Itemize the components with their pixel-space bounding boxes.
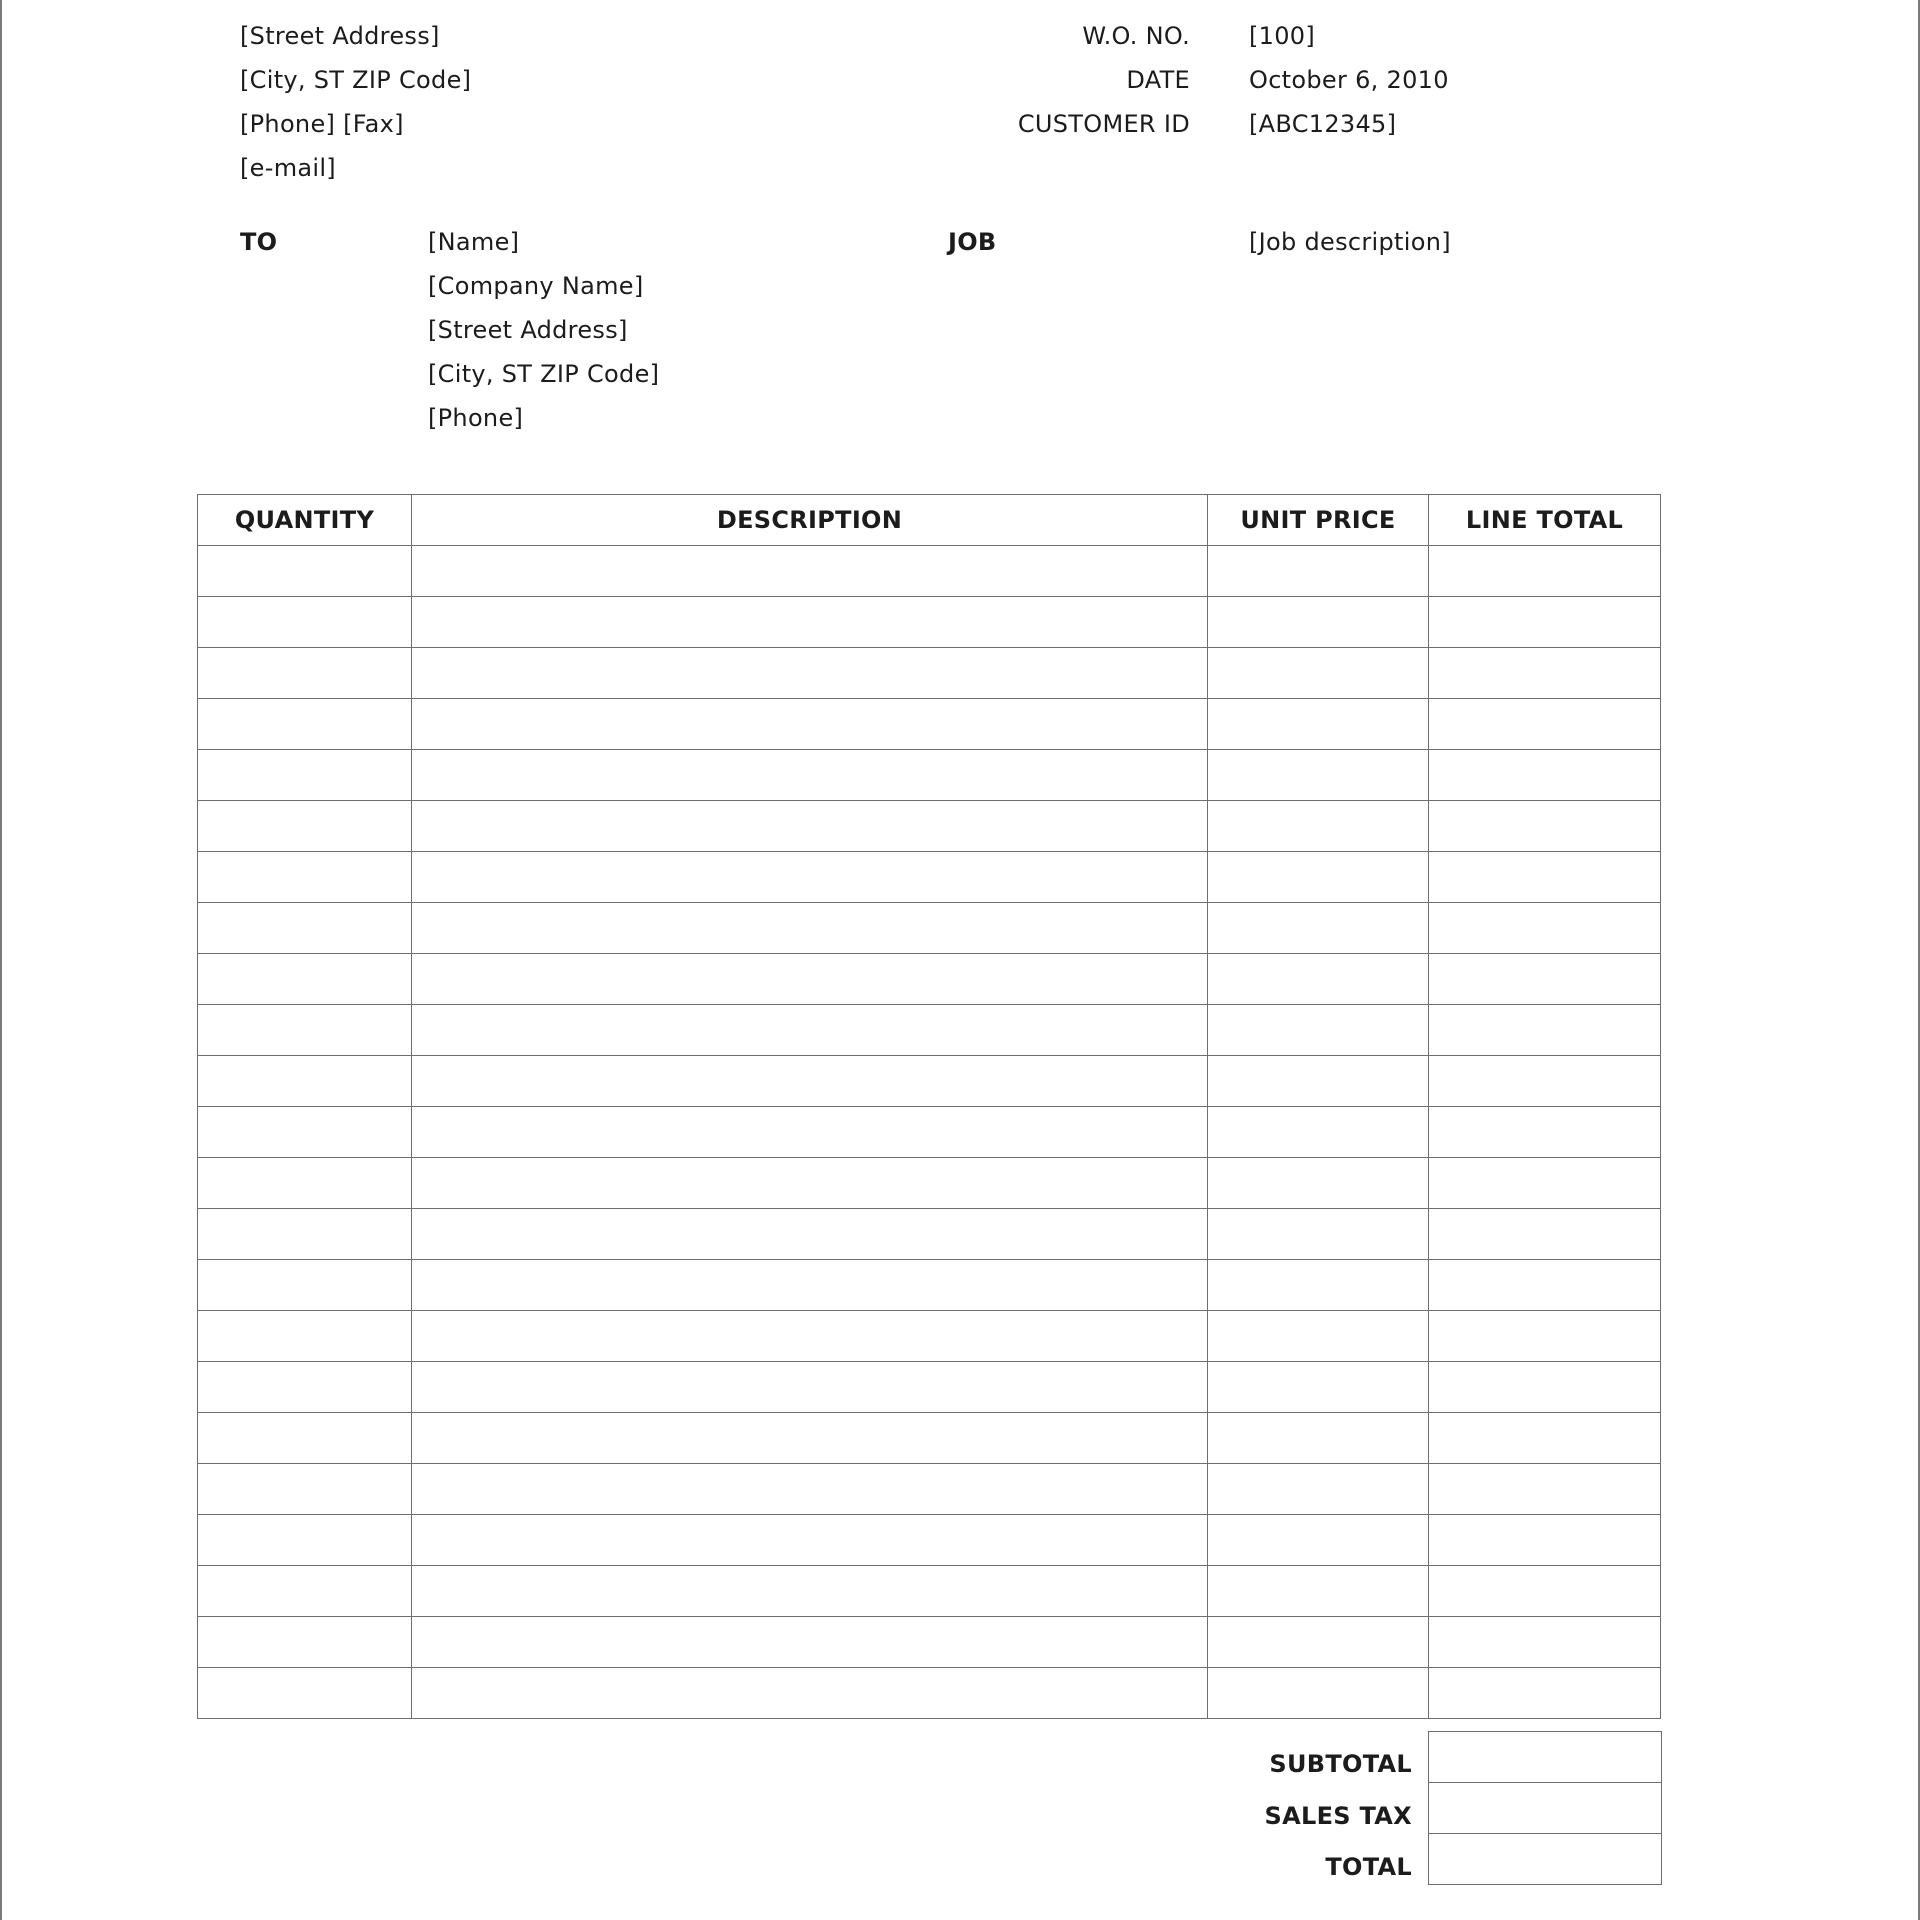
unit-price-cell[interactable] — [1208, 903, 1429, 954]
table-row — [198, 1515, 1661, 1566]
subtotal-label: SUBTOTAL — [1269, 1750, 1412, 1778]
job-label: JOB — [948, 228, 997, 256]
quantity-cell[interactable] — [198, 546, 412, 597]
unit-price-cell[interactable] — [1208, 1107, 1429, 1158]
unit-price-cell[interactable] — [1208, 1668, 1429, 1719]
to-street: [Street Address] — [428, 316, 628, 344]
unit-price-cell[interactable] — [1208, 546, 1429, 597]
line-total-cell[interactable] — [1429, 1260, 1661, 1311]
line-total-cell[interactable] — [1429, 903, 1661, 954]
total-cell[interactable] — [1429, 1834, 1662, 1885]
sender-email: [e-mail] — [240, 154, 336, 182]
line-total-cell[interactable] — [1429, 1311, 1661, 1362]
description-cell[interactable] — [412, 1566, 1208, 1617]
unit-price-cell[interactable] — [1208, 801, 1429, 852]
table-row — [198, 852, 1661, 903]
table-row — [198, 1464, 1661, 1515]
header-quantity: QUANTITY — [198, 495, 412, 546]
unit-price-cell[interactable] — [1208, 1005, 1429, 1056]
to-name: [Name] — [428, 228, 520, 256]
to-phone: [Phone] — [428, 404, 524, 432]
quantity-cell[interactable] — [198, 1362, 412, 1413]
line-total-cell[interactable] — [1429, 750, 1661, 801]
quantity-cell[interactable] — [198, 1413, 412, 1464]
header-line-total: LINE TOTAL — [1429, 495, 1661, 546]
quantity-cell[interactable] — [198, 954, 412, 1005]
table-row — [198, 750, 1661, 801]
wo-number-value: [100] — [1249, 22, 1316, 50]
unit-price-cell[interactable] — [1208, 750, 1429, 801]
table-row — [198, 1107, 1661, 1158]
page-edge-left — [0, 0, 2, 1920]
unit-price-cell[interactable] — [1208, 1056, 1429, 1107]
customer-id-value: [ABC12345] — [1249, 110, 1397, 138]
line-total-cell[interactable] — [1429, 648, 1661, 699]
to-city: [City, ST ZIP Code] — [428, 360, 660, 388]
unit-price-cell[interactable] — [1208, 1158, 1429, 1209]
quantity-cell[interactable] — [198, 1464, 412, 1515]
line-total-cell[interactable] — [1429, 1005, 1661, 1056]
quantity-cell[interactable] — [198, 699, 412, 750]
description-cell[interactable] — [412, 1515, 1208, 1566]
subtotal-cell[interactable] — [1429, 1732, 1662, 1783]
table-row — [198, 1056, 1661, 1107]
line-total-cell[interactable] — [1429, 699, 1661, 750]
line-total-cell[interactable] — [1429, 1617, 1661, 1668]
table-row — [198, 1566, 1661, 1617]
table-row — [198, 1209, 1661, 1260]
to-label: TO — [240, 228, 278, 256]
line-total-cell[interactable] — [1429, 1209, 1661, 1260]
sender-phone-fax: [Phone] [Fax] — [240, 110, 404, 138]
description-cell[interactable] — [412, 546, 1208, 597]
quantity-cell[interactable] — [198, 1260, 412, 1311]
date-value: October 6, 2010 — [1249, 66, 1449, 94]
description-cell[interactable] — [412, 954, 1208, 1005]
quantity-cell[interactable] — [198, 750, 412, 801]
quantity-cell[interactable] — [198, 1668, 412, 1719]
line-total-cell[interactable] — [1429, 597, 1661, 648]
description-cell[interactable] — [412, 903, 1208, 954]
quantity-cell[interactable] — [198, 1005, 412, 1056]
description-cell[interactable] — [412, 1464, 1208, 1515]
description-cell[interactable] — [412, 597, 1208, 648]
description-cell[interactable] — [412, 1668, 1208, 1719]
sales-tax-cell[interactable] — [1429, 1783, 1662, 1834]
unit-price-cell[interactable] — [1208, 1617, 1429, 1668]
table-row — [198, 597, 1661, 648]
totals-table — [1428, 1731, 1662, 1885]
quantity-cell[interactable] — [198, 1056, 412, 1107]
quantity-cell[interactable] — [198, 1515, 412, 1566]
line-total-cell[interactable] — [1429, 1158, 1661, 1209]
line-total-cell[interactable] — [1429, 1362, 1661, 1413]
to-company: [Company Name] — [428, 272, 644, 300]
description-cell[interactable] — [412, 1362, 1208, 1413]
line-total-cell[interactable] — [1429, 1668, 1661, 1719]
description-cell[interactable] — [412, 852, 1208, 903]
sender-city: [City, ST ZIP Code] — [240, 66, 472, 94]
unit-price-cell[interactable] — [1208, 1413, 1429, 1464]
quantity-cell[interactable] — [198, 1566, 412, 1617]
unit-price-cell[interactable] — [1208, 1311, 1429, 1362]
line-total-cell[interactable] — [1429, 1413, 1661, 1464]
line-total-cell[interactable] — [1429, 1566, 1661, 1617]
unit-price-cell[interactable] — [1208, 1362, 1429, 1413]
table-row — [198, 903, 1661, 954]
quantity-cell[interactable] — [198, 597, 412, 648]
table-header-row — [198, 495, 1661, 546]
header-unit-price: UNIT PRICE — [1208, 495, 1429, 546]
unit-price-cell[interactable] — [1208, 648, 1429, 699]
quantity-cell[interactable] — [198, 648, 412, 699]
line-total-cell[interactable] — [1429, 1107, 1661, 1158]
table-row — [198, 648, 1661, 699]
items-table — [197, 494, 1661, 1719]
quantity-cell[interactable] — [198, 801, 412, 852]
unit-price-cell[interactable] — [1208, 699, 1429, 750]
unit-price-cell[interactable] — [1208, 1566, 1429, 1617]
sales-tax-label: SALES TAX — [1264, 1802, 1412, 1830]
line-total-cell[interactable] — [1429, 1464, 1661, 1515]
line-total-cell[interactable] — [1429, 954, 1661, 1005]
description-cell[interactable] — [412, 1413, 1208, 1464]
sender-street: [Street Address] — [240, 22, 440, 50]
items-body — [198, 546, 1661, 1719]
table-row — [198, 1260, 1661, 1311]
description-cell[interactable] — [412, 801, 1208, 852]
date-label: DATE — [1126, 66, 1190, 94]
quantity-cell[interactable] — [198, 1107, 412, 1158]
description-cell[interactable] — [412, 1158, 1208, 1209]
unit-price-cell[interactable] — [1208, 1515, 1429, 1566]
table-row — [198, 1617, 1661, 1668]
table-row — [198, 546, 1661, 597]
quantity-cell[interactable] — [198, 852, 412, 903]
description-cell[interactable] — [412, 750, 1208, 801]
table-row — [198, 699, 1661, 750]
unit-price-cell[interactable] — [1208, 597, 1429, 648]
quantity-cell[interactable] — [198, 1311, 412, 1362]
description-cell[interactable] — [412, 1311, 1208, 1362]
quantity-cell[interactable] — [198, 1158, 412, 1209]
total-label: TOTAL — [1325, 1853, 1412, 1881]
header-description: DESCRIPTION — [412, 495, 1208, 546]
unit-price-cell[interactable] — [1208, 954, 1429, 1005]
line-total-cell[interactable] — [1429, 1056, 1661, 1107]
wo-number-label: W.O. NO. — [1082, 22, 1190, 50]
table-row — [198, 801, 1661, 852]
quantity-cell[interactable] — [198, 903, 412, 954]
description-cell[interactable] — [412, 699, 1208, 750]
description-cell[interactable] — [412, 1005, 1208, 1056]
table-row — [198, 1158, 1661, 1209]
customer-id-label: CUSTOMER ID — [1017, 110, 1190, 138]
description-cell[interactable] — [412, 1056, 1208, 1107]
table-row — [198, 1668, 1661, 1719]
unit-price-cell[interactable] — [1208, 852, 1429, 903]
line-total-cell[interactable] — [1429, 546, 1661, 597]
quantity-cell[interactable] — [198, 1617, 412, 1668]
table-row — [198, 1362, 1661, 1413]
unit-price-cell[interactable] — [1208, 1209, 1429, 1260]
quantity-cell[interactable] — [198, 1209, 412, 1260]
description-cell[interactable] — [412, 1617, 1208, 1668]
job-description: [Job description] — [1249, 228, 1451, 256]
description-cell[interactable] — [412, 1209, 1208, 1260]
line-total-cell[interactable] — [1429, 852, 1661, 903]
line-total-cell[interactable] — [1429, 1515, 1661, 1566]
table-row — [198, 1413, 1661, 1464]
table-row — [198, 1005, 1661, 1056]
line-total-cell[interactable] — [1429, 801, 1661, 852]
table-row — [198, 954, 1661, 1005]
description-cell[interactable] — [412, 648, 1208, 699]
unit-price-cell[interactable] — [1208, 1464, 1429, 1515]
description-cell[interactable] — [412, 1260, 1208, 1311]
unit-price-cell[interactable] — [1208, 1260, 1429, 1311]
description-cell[interactable] — [412, 1107, 1208, 1158]
table-row — [198, 1311, 1661, 1362]
